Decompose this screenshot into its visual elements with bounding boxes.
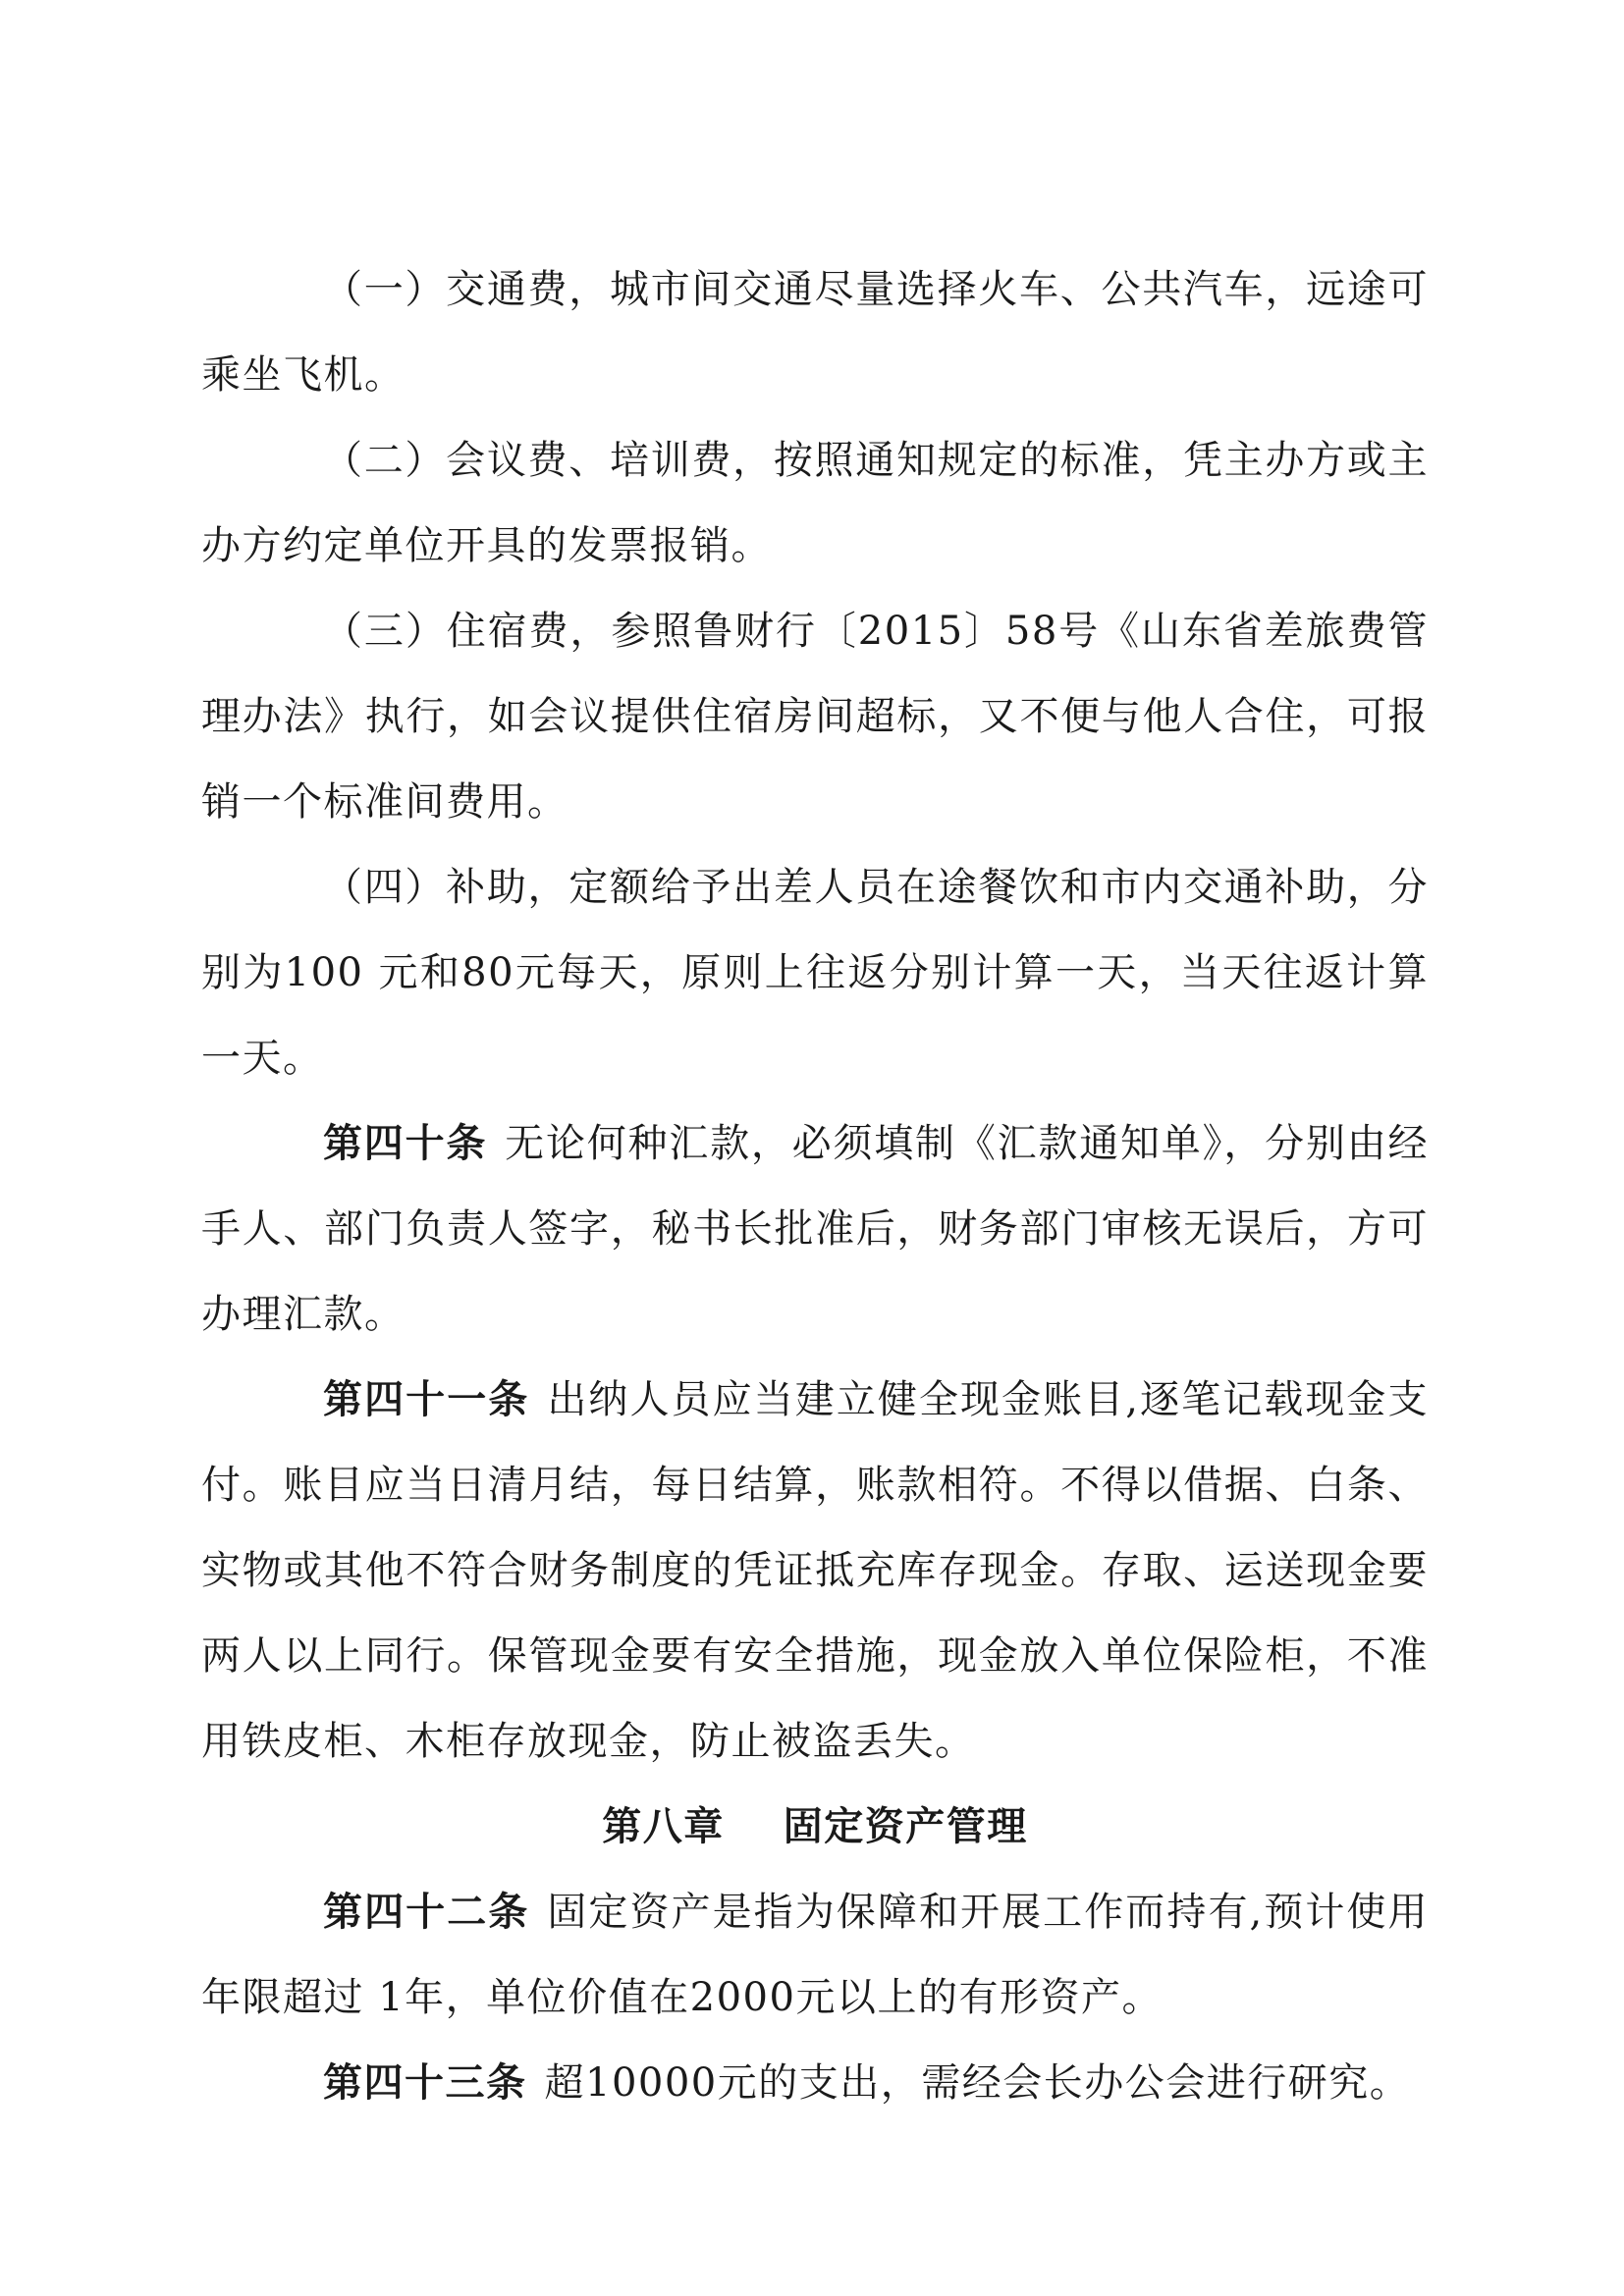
paragraph-allowance: （四）补助，定额给予出差人员在途餐饮和市内交通补助，分别为100 元和80元每天，原则上往返分别计算一天，当天往返计算一天。 — [201, 865, 1429, 1081]
paragraph-meeting-fee: （二）会议费、培训费，按照通知规定的标准，凭主办方或主办方约定单位开具的发票报销。 — [201, 438, 1429, 568]
chapter-number: 第八章 — [602, 1804, 725, 1849]
article-41-text: 出纳人员应当建立健全现金账目,逐笔记载现金支付。账目应当日清月结，每日结算，账款相符。不得以借据、白条、实物或其他不符合财务制度的凭证抵充库存现金。存取、运送现金要两人以上同行。保管现金要有安全措施，现金放入单位保险柜，不准用铁皮柜、木柜存放现金，防止被盗丢失。 — [201, 1377, 1429, 1764]
article-41 — [201, 1358, 1429, 1785]
article-42-text: 固定资产是指为保障和开展工作而持有,预计使用年限超过 1年，单位价值在2000元以上的有形资产。 — [201, 1890, 1429, 2020]
article-40-text: 无论何种汇款，必须填制《汇款通知单》，分别由经手人、部门负责人签字，秘书长批准后，财务部门审核无误后，方可办理汇款。 — [201, 1121, 1430, 1337]
paragraph-lodging-fee: （三）住宿费，参照鲁财行〔2015〕58号《山东省差旅费管理办法》执行，如会议提供住宿房间超标，又不便与他人合住，可报销一个标准间费用。 — [201, 609, 1429, 825]
article-43-label: 第四十三条 — [323, 2060, 527, 2106]
chapter-heading — [201, 1785, 1429, 1870]
article-41-label: 第四十一条 — [323, 1377, 530, 1422]
article-42-label: 第四十二条 — [323, 1890, 530, 1935]
article-43-text: 超10000元的支出，需经会长办公会进行研究。 — [544, 2060, 1411, 2106]
article-43 — [201, 2041, 1429, 2126]
article-40 — [201, 1101, 1429, 1358]
document-body — [201, 247, 1429, 2126]
article-42 — [201, 1870, 1429, 2041]
article-40-label: 第四十条 — [323, 1121, 488, 1166]
chapter-title: 固定资产管理 — [783, 1804, 1028, 1849]
paragraph-transport-fee: （一）交通费，城市间交通尽量选择火车、公共汽车，远途可乘坐飞机。 — [201, 267, 1429, 398]
